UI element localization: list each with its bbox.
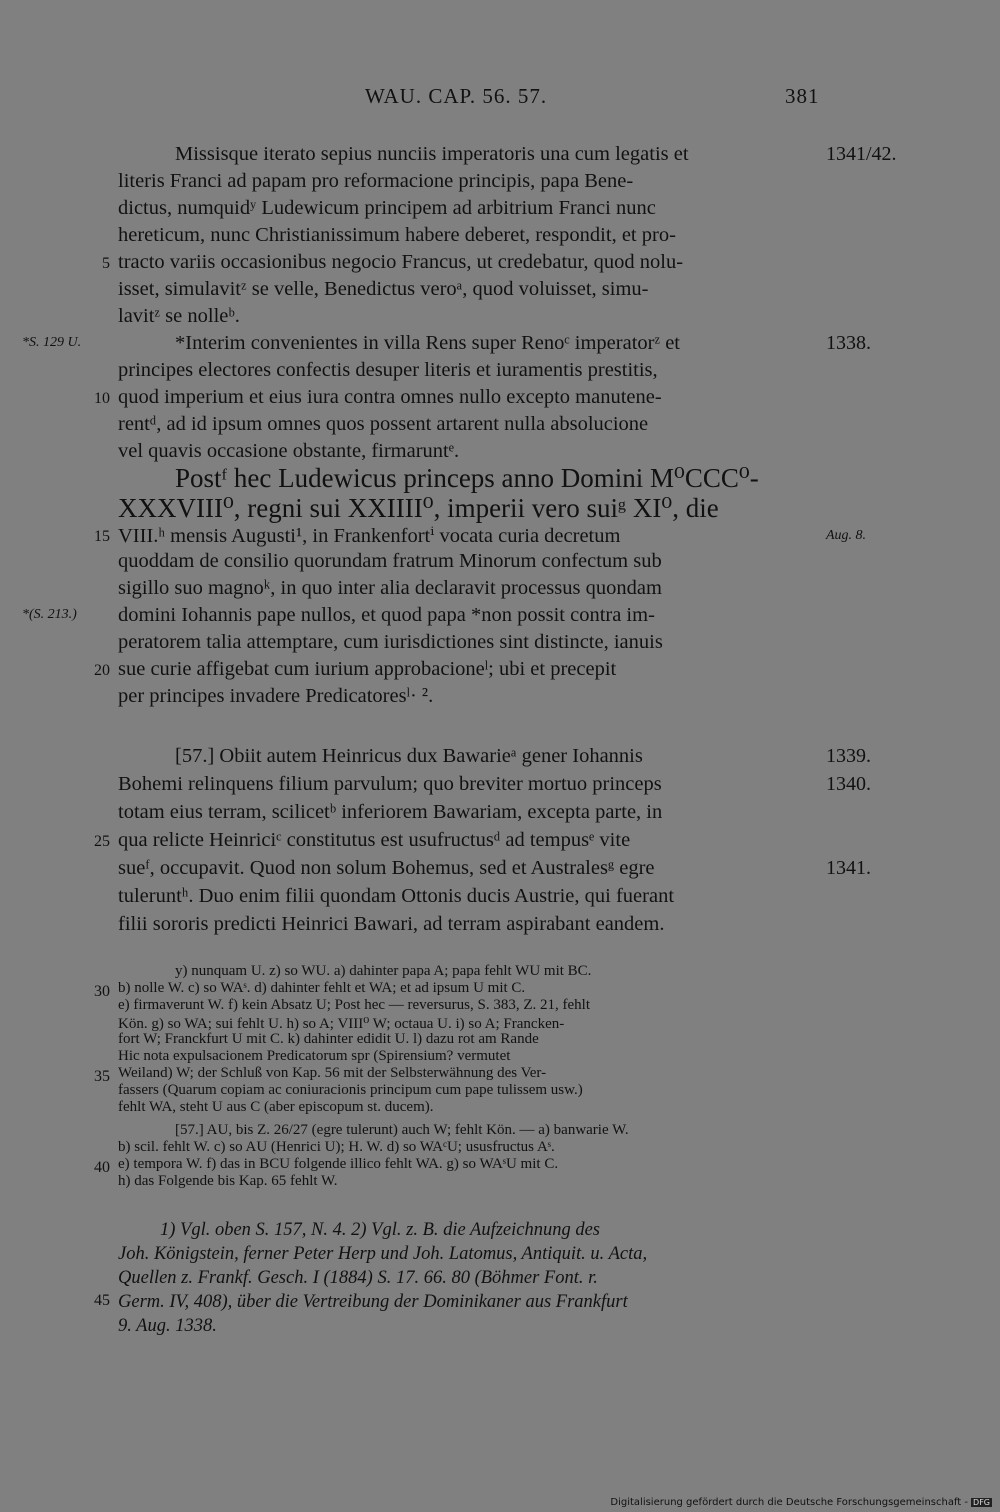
text-line: quod imperium et eius iura contra omnes nullo excepto manutene-	[118, 386, 662, 408]
apparatus-line: y) nunquam U. z) so WU. a) dahinter papa A; papa fehlt WU mit BC.	[175, 963, 592, 979]
margin-date: 1338.	[826, 332, 871, 354]
apparatus-line: e) tempora W. f) das in BCU folgende illico fehlt WA. g) so WAˢU mit C.	[118, 1156, 559, 1172]
text-line: domini Iohannis pape nullos, et quod papa *non possit contra im-	[118, 604, 655, 626]
text-line: Bohemi relinquens filium parvulum; quo breviter mortuo princeps	[118, 773, 662, 795]
line-number: 10	[94, 390, 110, 407]
text-line: tuleruntʰ. Duo enim filii quondam Ottonis ducis Austrie, qui fuerant	[118, 885, 675, 907]
margin-date: 1339.	[826, 745, 871, 767]
margin-reference: *(S. 213.)	[22, 607, 77, 622]
line-number: 40	[94, 1159, 110, 1176]
text-line: Missisque iterato sepius nunciis imperatoris una cum legatis et	[175, 143, 689, 165]
text-line: hereticum, nunc Christianissimum habere deberet, respondit, et pro-	[118, 224, 676, 246]
apparatus-line: b) scil. fehlt W. c) so AU (Henrici U); H. W. d) so WAᶜU; ususfructus Aˢ.	[118, 1139, 555, 1155]
text-line: tracto variis occasionibus negocio Francus, ut credebatur, quod nolu-	[118, 251, 684, 273]
apparatus-line: Kön. g) so WA; sui fehlt U. h) so A; VIII⁰ W; octaua U. i) so A; Francken-	[118, 1016, 565, 1032]
text-line: isset, simulavitᶻ se velle, Benedictus veroᵃ, quod voluisset, simu-	[118, 278, 649, 300]
text-line: sue curie affigebat cum iurium approbacioneˡ; ubi et precepit	[118, 658, 617, 680]
text-line: quoddam de consilio quorundam fratrum Minorum confectum sub	[118, 550, 662, 572]
apparatus-line: Hic nota expulsacionem Predicatorum spr (Spirensium? vermutet	[118, 1048, 511, 1064]
line-number: 20	[94, 662, 110, 679]
line-number: 25	[94, 833, 110, 850]
text-line: *Interim convenientes in villa Rens super Renoᶜ imperatorᶻ et	[175, 332, 681, 354]
text-line: lavitᶻ se nolleᵇ.	[118, 305, 240, 327]
page-number: 381	[785, 84, 820, 108]
text-line: sueᶠ, occupavit. Quod non solum Bohemus, sed et Australesᵍ egre	[118, 857, 655, 879]
apparatus-line: fort W; Franckfurt U mit C. k) dahinter edidit U. l) dazu rot am Rande	[118, 1031, 539, 1047]
text-line: principes electores confectis desuper literis et iuramentis prestitis,	[118, 359, 658, 381]
margin-date: 1341.	[826, 857, 871, 879]
text-line: per principes invadere Predicatoresˡ· ².	[118, 685, 434, 707]
footnote-line: Joh. Königstein, ferner Peter Herp und Joh. Latomus, Antiquit. u. Acta,	[118, 1244, 648, 1264]
line-number: 5	[102, 255, 110, 272]
apparatus-line: fassers (Quarum copiam ac coniuracionis principum cum pape tulissem usw.)	[118, 1082, 583, 1098]
footer-text: Digitalisierung gefördert durch die Deutsche Forschungsgemeinschaft -	[610, 1497, 969, 1508]
footnote-line: Germ. IV, 408), über die Vertreibung der Dominikaner aus Frankfurt	[118, 1292, 628, 1312]
text-line: sigillo suo magnoᵏ, in quo inter alia declaravit processus quondam	[118, 577, 662, 599]
dfg-logo: DFG	[973, 1498, 990, 1507]
apparatus-line: fehlt WA, steht U aus C (aber episcopum st. ducem).	[118, 1099, 434, 1115]
footnote-line: Quellen z. Frankf. Gesch. I (1884) S. 17. 66. 80 (Böhmer Font. r.	[118, 1268, 598, 1288]
text-line: Postᶠ hec Ludewicus princeps anno Domini M⁰CCC⁰-	[175, 463, 759, 493]
text-line: literis Franci ad papam pro reformacione principis, papa Bene-	[118, 170, 634, 192]
text-line: VIII.ʰ mensis Augusti¹, in Frankenfortⁱ vocata curia decretum	[118, 525, 621, 547]
footer	[610, 1497, 992, 1508]
text-line: vel quavis occasione obstante, firmaruntᵉ.	[118, 440, 460, 462]
apparatus-line: h) das Folgende bis Kap. 65 fehlt W.	[118, 1173, 338, 1189]
text-line: peratorem talia attemptare, cum iurisdictiones sint distincte, ianuis	[118, 631, 663, 653]
footnote-line: 1) Vgl. oben S. 157, N. 4. 2) Vgl. z. B. die Aufzeichnung des	[160, 1220, 601, 1240]
text-line: XXXVIII⁰, regni sui XXIIII⁰, imperii vero suiᵍ XI⁰, die	[118, 493, 719, 523]
margin-date: 1341/42.	[826, 143, 897, 165]
margin-date: Aug. 8.	[826, 528, 867, 543]
text-line: filii sororis predicti Heinrici Bawari, ad terram aspirabant eandem.	[118, 913, 665, 935]
margin-date: 1340.	[826, 773, 871, 795]
apparatus-line: b) nolle W. c) so WAˢ. d) dahinter fehlt et WA; et ad ipsum U mit C.	[118, 980, 526, 996]
line-number: 30	[94, 983, 110, 1000]
text-line: [57.] Obiit autem Heinricus dux Bawarieᵃ gener Iohannis	[175, 745, 643, 767]
text-line: totam eius terram, scilicetᵇ inferiorem Bawariam, excepta parte, in	[118, 801, 663, 823]
apparatus-line: Weiland) W; der Schluß von Kap. 56 mit der Selbsterwähnung des Ver-	[118, 1065, 547, 1081]
text-line: rentᵈ, ad id ipsum omnes quos possent artarent nulla absolucione	[118, 413, 649, 435]
margin-reference: *S. 129 U.	[22, 335, 82, 350]
line-number: 15	[94, 528, 110, 545]
running-head: WAU. CAP. 56. 57.	[365, 84, 548, 108]
text-line: qua relicte Heinriciᶜ constitutus est usufructusᵈ ad tempusᵉ vite	[118, 829, 631, 851]
footnote-line: 9. Aug. 1338.	[118, 1316, 217, 1336]
apparatus-line: [57.] AU, bis Z. 26/27 (egre tulerunt) auch W; fehlt Kön. — a) banwarie W.	[175, 1122, 629, 1138]
apparatus-line: e) firmaverunt W. f) kein Absatz U; Post hec — reversurus, S. 383, Z. 21, fehlt	[118, 997, 590, 1013]
line-number: 35	[94, 1068, 110, 1085]
line-number: 45	[94, 1292, 110, 1309]
text-line: dictus, numquidʸ Ludewicum principem ad arbitrium Franci nunc	[118, 197, 656, 219]
